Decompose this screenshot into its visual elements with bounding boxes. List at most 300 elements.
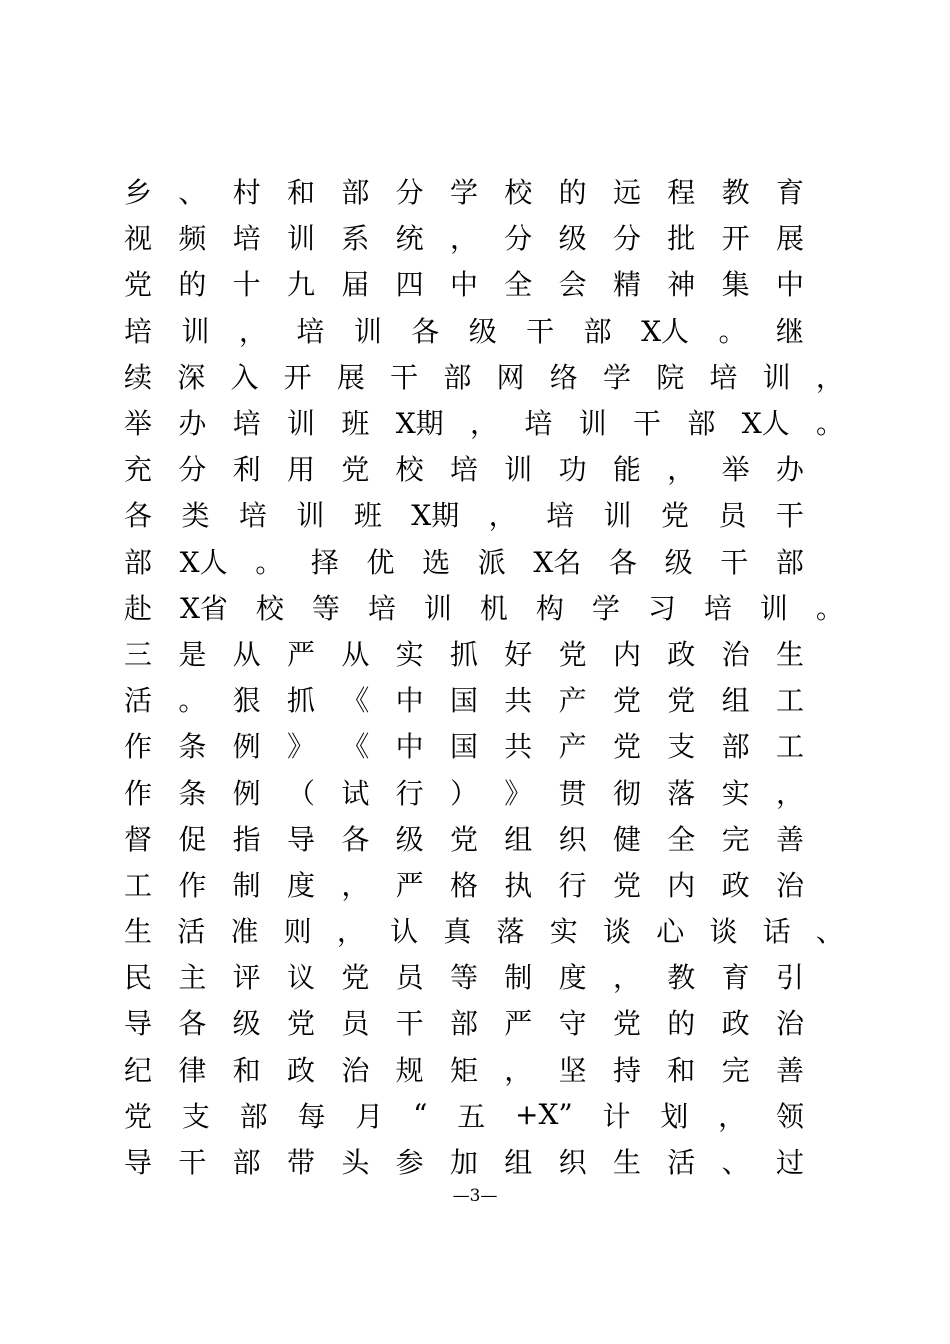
- text-token: 健: [612, 822, 641, 856]
- text-token: 训: [296, 499, 325, 533]
- text-token: 校: [395, 453, 424, 487]
- text-token: 培: [296, 314, 325, 348]
- text-token: 培: [703, 591, 732, 625]
- text-token: 好: [504, 637, 533, 671]
- text-token: 生: [775, 637, 804, 671]
- text-token: 《: [341, 730, 370, 764]
- text-token: 从: [232, 637, 261, 671]
- text-token: 是: [178, 637, 207, 671]
- text-token: 远: [612, 176, 641, 210]
- text-token: 干: [390, 360, 419, 394]
- text-token: 培: [367, 591, 396, 625]
- text-token: 参: [395, 1146, 424, 1180]
- text-token: 计: [602, 1099, 631, 1133]
- text-token: 班: [341, 407, 370, 441]
- text-line: [124, 168, 804, 214]
- text-token: 持: [612, 1053, 641, 1087]
- text-token: 十: [232, 268, 261, 302]
- text-line: [124, 999, 804, 1045]
- text-token: 各: [178, 1007, 207, 1041]
- text-token: 严: [286, 637, 315, 671]
- text-token: 生: [124, 915, 153, 949]
- text-token: 开: [721, 222, 750, 256]
- text-token: 落: [496, 915, 525, 949]
- text-token: 择: [310, 545, 339, 579]
- page-number: —3—: [452, 1186, 498, 1206]
- text-token: 每: [297, 1099, 326, 1133]
- text-token: 工: [124, 868, 153, 902]
- text-token: ，: [718, 1099, 747, 1133]
- text-token: 选: [422, 545, 451, 579]
- text-token: 学: [602, 360, 631, 394]
- text-token: 督: [124, 822, 153, 856]
- text-token: 和: [232, 1053, 261, 1087]
- text-token: 党: [286, 1007, 315, 1041]
- text-token: 活: [667, 1146, 696, 1180]
- text-token: 作: [124, 730, 153, 764]
- text-token: 级: [558, 222, 587, 256]
- text-line: [124, 214, 804, 260]
- text-token: 培: [546, 499, 575, 533]
- text-token: 教: [667, 961, 696, 995]
- text-token: 培: [238, 499, 267, 533]
- text-token: 坚: [558, 1053, 587, 1087]
- text-token: 月: [355, 1099, 384, 1133]
- text-token: 。: [815, 407, 844, 441]
- text-line: [124, 491, 804, 537]
- text-token: 作: [178, 868, 207, 902]
- text-token: ，: [612, 961, 641, 995]
- text-token: 续: [124, 360, 153, 394]
- text-token: 级: [232, 1007, 261, 1041]
- text-token: 纪: [124, 1053, 153, 1087]
- text-token: 善: [775, 1053, 804, 1087]
- text-token: 话: [762, 915, 791, 949]
- text-token: 的: [667, 1007, 696, 1041]
- text-token: 党: [341, 453, 370, 487]
- text-token: 功: [558, 453, 587, 487]
- text-token: 党: [661, 499, 690, 533]
- text-token: 习: [647, 591, 676, 625]
- text-token: 狠: [232, 684, 261, 718]
- text-token: 治: [775, 1007, 804, 1041]
- text-token: 的: [558, 176, 587, 210]
- text-token: 五: [457, 1099, 486, 1133]
- text-token: 集: [721, 268, 750, 302]
- text-token: 九: [286, 268, 315, 302]
- text-token: 系: [341, 222, 370, 256]
- text-token: 真: [443, 915, 472, 949]
- text-token: 抓: [286, 684, 315, 718]
- text-token: 干: [775, 499, 804, 533]
- text-token: 训: [181, 314, 210, 348]
- text-token: ，: [449, 222, 478, 256]
- text-token: 。: [178, 684, 207, 718]
- text-token: 执: [504, 868, 533, 902]
- text-token: 等: [449, 961, 478, 995]
- text-line: [124, 953, 804, 999]
- text-token: 抓: [449, 637, 478, 671]
- text-token: 导: [124, 1007, 153, 1041]
- text-token: 、: [815, 915, 844, 949]
- text-token: 严: [504, 1007, 533, 1041]
- text-token: 学: [449, 176, 478, 210]
- text-token: 乡: [124, 176, 153, 210]
- text-token: 班: [353, 499, 382, 533]
- text-token: 划: [660, 1099, 689, 1133]
- text-token: 党: [341, 961, 370, 995]
- text-token: 党: [612, 1007, 641, 1041]
- text-token: 矩: [449, 1053, 478, 1087]
- text-line: [124, 399, 844, 445]
- text-line: [124, 1046, 804, 1092]
- text-token: ，: [488, 499, 517, 533]
- text-token: 开: [283, 360, 312, 394]
- text-token: 》: [504, 776, 533, 810]
- text-token: 《: [341, 684, 370, 718]
- text-token: 各: [124, 499, 153, 533]
- text-token: 视: [124, 222, 153, 256]
- text-token: 干: [526, 314, 555, 348]
- text-token: 引: [775, 961, 804, 995]
- text-token: 的: [178, 268, 207, 302]
- text-token: X人: [741, 407, 790, 441]
- text-token: 培: [124, 314, 153, 348]
- text-token: 院: [656, 360, 685, 394]
- text-token: 。: [815, 591, 844, 625]
- text-token: 贯: [558, 776, 587, 810]
- text-token: 各: [341, 822, 370, 856]
- text-token: X名: [533, 545, 582, 579]
- text-token: 、: [178, 176, 207, 210]
- text-token: 党: [612, 684, 641, 718]
- text-line: [124, 815, 804, 861]
- text-token: 训: [353, 314, 382, 348]
- text-token: 完: [721, 1053, 750, 1087]
- text-line: [124, 861, 804, 907]
- text-line: [124, 1138, 804, 1184]
- text-token: 部: [687, 407, 716, 441]
- text-token: X人: [641, 314, 690, 348]
- text-token: 则: [283, 915, 312, 949]
- text-token: 活: [124, 684, 153, 718]
- text-token: 训: [759, 591, 788, 625]
- text-token: X期: [395, 407, 444, 441]
- text-token: 治: [721, 637, 750, 671]
- text-line: [124, 630, 804, 676]
- text-token: 等: [311, 591, 340, 625]
- text-token: 部: [341, 176, 370, 210]
- text-token: 训: [578, 407, 607, 441]
- text-token: 作: [124, 776, 153, 810]
- text-token: 培: [709, 360, 738, 394]
- text-token: 各: [411, 314, 440, 348]
- text-token: 程: [667, 176, 696, 210]
- text-token: 部: [443, 360, 472, 394]
- text-token: 培: [524, 407, 553, 441]
- text-token: 培: [449, 453, 478, 487]
- text-token: 统: [395, 222, 424, 256]
- text-token: 干: [178, 1146, 207, 1180]
- text-token: 部: [775, 545, 804, 579]
- text-token: 校: [255, 591, 284, 625]
- text-token: 例: [232, 730, 261, 764]
- text-token: 训: [762, 360, 791, 394]
- text-token: 制: [504, 961, 533, 995]
- text-token: 民: [124, 961, 153, 995]
- text-token: 四: [395, 268, 424, 302]
- text-token: 届: [341, 268, 370, 302]
- text-token: 完: [721, 822, 750, 856]
- text-token: 员: [341, 1007, 370, 1041]
- text-token: 政: [721, 1007, 750, 1041]
- text-token: 部: [232, 1146, 261, 1180]
- text-token: 部: [449, 1007, 478, 1041]
- text-token: 村: [232, 176, 261, 210]
- text-token: 全: [504, 268, 533, 302]
- text-token: 导: [124, 1146, 153, 1180]
- text-token: 党: [124, 268, 153, 302]
- text-token: 优: [366, 545, 395, 579]
- text-token: 类: [181, 499, 210, 533]
- text-token: X省: [180, 591, 228, 625]
- text-token: 严: [395, 868, 424, 902]
- text-token: 实: [549, 915, 578, 949]
- text-token: 国: [449, 684, 478, 718]
- text-token: 党: [124, 1099, 153, 1133]
- text-line: [124, 722, 804, 768]
- text-token: 带: [286, 1146, 315, 1180]
- text-token: 治: [775, 868, 804, 902]
- text-token: 领: [775, 1099, 804, 1133]
- text-token: ，: [469, 407, 498, 441]
- text-token: 主: [178, 961, 207, 995]
- text-token: 谈: [602, 915, 631, 949]
- text-token: 政: [667, 637, 696, 671]
- text-token: 活: [177, 915, 206, 949]
- text-token: ，: [341, 868, 370, 902]
- text-token: 过: [775, 1146, 804, 1180]
- text-token: 行: [558, 868, 587, 902]
- text-token: 训: [504, 453, 533, 487]
- text-token: 教: [721, 176, 750, 210]
- text-token: 级: [395, 822, 424, 856]
- text-token: 谈: [709, 915, 738, 949]
- text-token: 分: [395, 176, 424, 210]
- text-token: 举: [721, 453, 750, 487]
- text-token: 党: [612, 868, 641, 902]
- text-token: 认: [390, 915, 419, 949]
- text-token: 部: [583, 314, 612, 348]
- text-token: 织: [558, 822, 587, 856]
- text-token: 》: [286, 730, 315, 764]
- text-token: ，: [775, 776, 804, 810]
- text-token: （: [286, 776, 315, 810]
- text-token: 员: [718, 499, 747, 533]
- text-line: [124, 584, 844, 630]
- text-token: 级: [664, 545, 693, 579]
- text-token: 批: [667, 222, 696, 256]
- text-token: 中: [395, 730, 424, 764]
- text-token: 、: [721, 1146, 750, 1180]
- text-line: [124, 353, 844, 399]
- text-token: 员: [395, 961, 424, 995]
- text-token: 展: [336, 360, 365, 394]
- text-token: 利: [232, 453, 261, 487]
- text-token: 共: [504, 684, 533, 718]
- text-token: 国: [449, 730, 478, 764]
- text-token: +X”: [515, 1098, 573, 1132]
- text-token: ，: [815, 360, 844, 394]
- text-token: 工: [775, 730, 804, 764]
- text-token: 训: [286, 222, 315, 256]
- text-line: [124, 260, 804, 306]
- text-token: 从: [341, 637, 370, 671]
- text-token: 部: [239, 1099, 268, 1133]
- text-token: 干: [395, 1007, 424, 1041]
- text-token: 。: [718, 314, 747, 348]
- text-token: ，: [336, 915, 365, 949]
- text-token: 中: [395, 684, 424, 718]
- text-token: 中: [775, 268, 804, 302]
- text-token: 继: [775, 314, 804, 348]
- text-token: 支: [181, 1099, 210, 1133]
- text-token: 育: [775, 176, 804, 210]
- text-token: 和: [286, 176, 315, 210]
- text-token: 中: [449, 268, 478, 302]
- text-token: 行: [395, 776, 424, 810]
- text-token: 党: [449, 822, 478, 856]
- text-token: 度: [558, 961, 587, 995]
- text-token: 培: [232, 407, 261, 441]
- text-line: [124, 538, 804, 584]
- text-token: 规: [395, 1053, 424, 1087]
- text-token: 展: [775, 222, 804, 256]
- text-line: [124, 1092, 804, 1138]
- text-token: 内: [612, 637, 641, 671]
- text-token: 格: [449, 868, 478, 902]
- text-token: 三: [124, 637, 153, 671]
- text-token: 加: [449, 1146, 478, 1180]
- text-token: 产: [558, 684, 587, 718]
- text-token: 织: [558, 1146, 587, 1180]
- text-token: X期: [411, 499, 460, 533]
- text-token: 条: [178, 730, 207, 764]
- text-token: 神: [667, 268, 696, 302]
- body-text: [124, 168, 844, 1184]
- text-token: X人: [179, 545, 228, 579]
- text-token: 级: [468, 314, 497, 348]
- text-token: 例: [232, 776, 261, 810]
- text-token: 育: [721, 961, 750, 995]
- text-token: 促: [178, 822, 207, 856]
- text-token: 训: [287, 407, 316, 441]
- text-line: [124, 676, 804, 722]
- text-token: 举: [124, 407, 153, 441]
- text-token: 校: [504, 176, 533, 210]
- text-token: 训: [423, 591, 452, 625]
- text-token: 党: [612, 730, 641, 764]
- text-token: 准: [230, 915, 259, 949]
- text-token: 精: [612, 268, 641, 302]
- text-token: 机: [479, 591, 508, 625]
- text-line: [124, 768, 804, 814]
- text-token: 心: [656, 915, 685, 949]
- text-token: 工: [775, 684, 804, 718]
- text-token: 落: [667, 776, 696, 810]
- text-token: 生: [612, 1146, 641, 1180]
- text-token: 支: [667, 730, 696, 764]
- text-line: [124, 445, 804, 491]
- text-token: 全: [667, 822, 696, 856]
- text-token: 能: [612, 453, 641, 487]
- text-token: 导: [286, 822, 315, 856]
- text-token: 议: [286, 961, 315, 995]
- text-token: 部: [124, 545, 153, 579]
- text-token: 办: [775, 453, 804, 487]
- text-token: 培: [232, 222, 261, 256]
- text-token: 政: [721, 868, 750, 902]
- text-token: 指: [232, 822, 261, 856]
- text-token: 分: [178, 453, 207, 487]
- text-token: ，: [667, 453, 696, 487]
- text-token: 共: [504, 730, 533, 764]
- text-token: 度: [286, 868, 315, 902]
- text-token: ，: [504, 1053, 533, 1087]
- text-token: 各: [608, 545, 637, 579]
- text-token: 守: [558, 1007, 587, 1041]
- text-token: 。: [255, 545, 284, 579]
- text-token: 条: [178, 776, 207, 810]
- text-token: 头: [341, 1146, 370, 1180]
- text-token: 善: [775, 822, 804, 856]
- text-token: 组: [721, 684, 750, 718]
- text-token: 会: [558, 268, 587, 302]
- text-token: 组: [504, 822, 533, 856]
- text-token: 律: [178, 1053, 207, 1087]
- text-token: 干: [720, 545, 749, 579]
- text-line: [124, 307, 804, 353]
- text-token: 分: [612, 222, 641, 256]
- text-token: 频: [178, 222, 207, 256]
- text-token: ，: [238, 314, 267, 348]
- text-token: 干: [633, 407, 662, 441]
- text-token: 试: [341, 776, 370, 810]
- text-token: 网: [496, 360, 525, 394]
- text-token: 充: [124, 453, 153, 487]
- text-token: 组: [504, 1146, 533, 1180]
- text-token: 彻: [612, 776, 641, 810]
- text-token: “: [413, 1098, 428, 1132]
- text-token: 内: [667, 868, 696, 902]
- text-token: 学: [591, 591, 620, 625]
- text-token: 络: [549, 360, 578, 394]
- text-token: 深: [177, 360, 206, 394]
- text-token: 评: [232, 961, 261, 995]
- text-token: 分: [504, 222, 533, 256]
- text-token: 办: [178, 407, 207, 441]
- text-token: 入: [230, 360, 259, 394]
- text-token: 实: [395, 637, 424, 671]
- text-token: 产: [558, 730, 587, 764]
- text-token: ）: [449, 776, 478, 810]
- text-token: 党: [558, 637, 587, 671]
- text-token: 和: [667, 1053, 696, 1087]
- text-token: 用: [286, 453, 315, 487]
- text-token: 部: [721, 730, 750, 764]
- text-token: 治: [341, 1053, 370, 1087]
- text-line: [124, 907, 844, 953]
